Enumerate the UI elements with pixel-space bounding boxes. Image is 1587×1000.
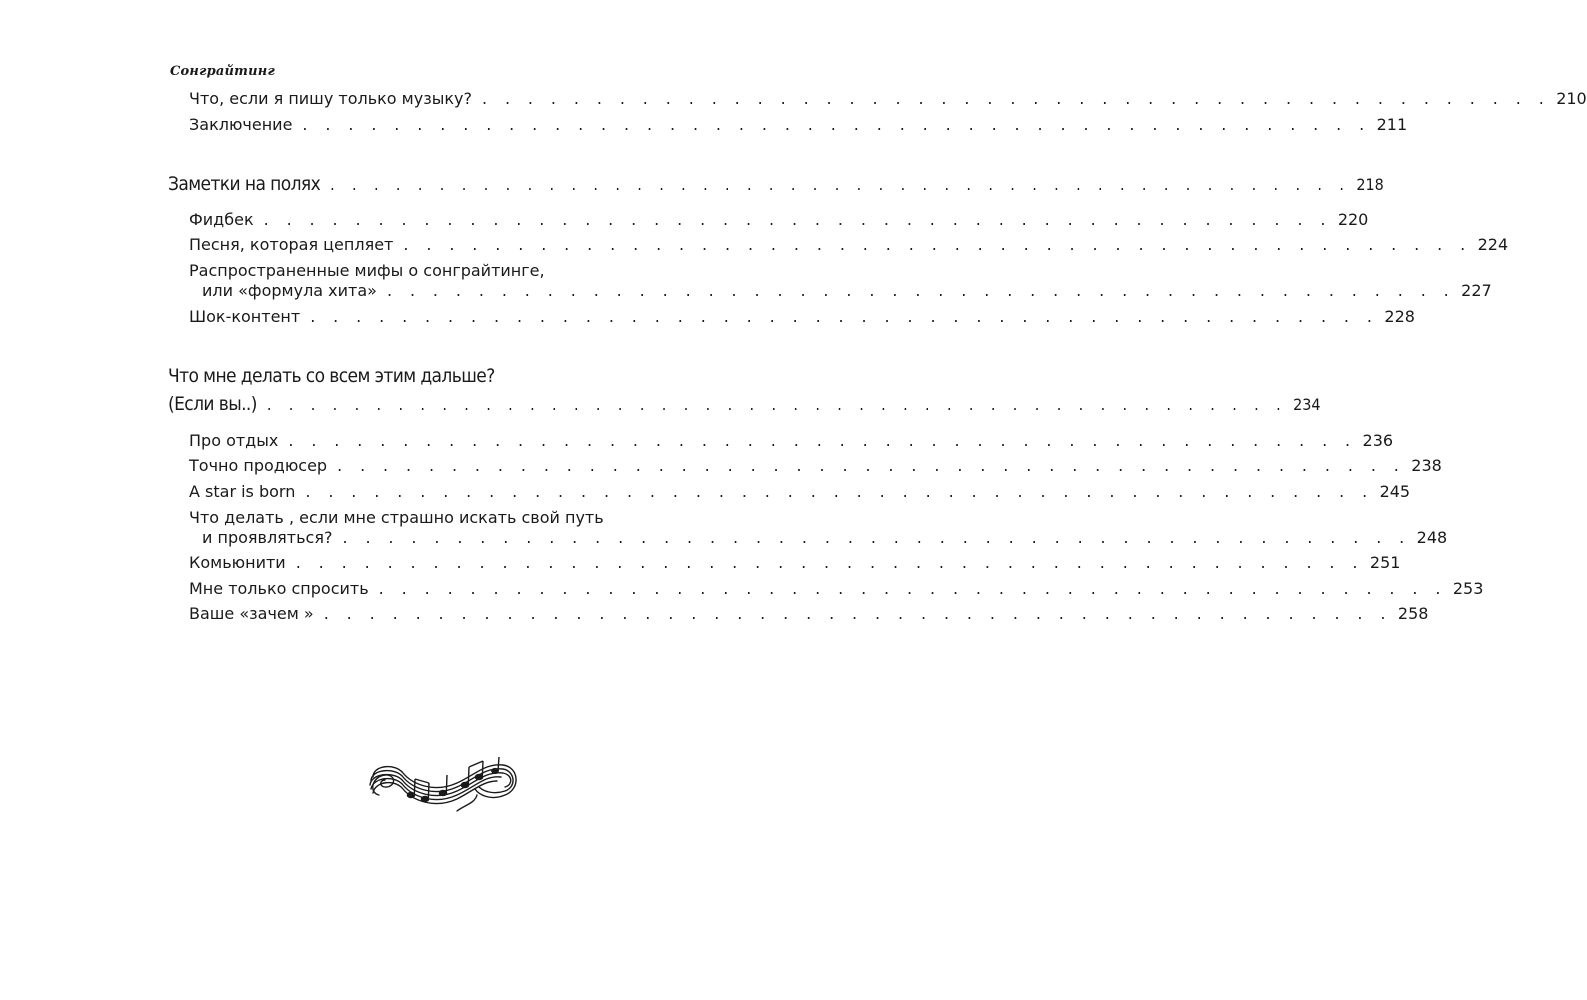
toc-entry bbox=[189, 482, 1411, 501]
toc-entry-title: Ваше «зачем » bbox=[189, 604, 314, 623]
toc-entry-title: Фидбек bbox=[189, 210, 254, 229]
toc-entry-title: и проявляться? bbox=[202, 528, 333, 547]
toc-entry-page: 251 bbox=[1369, 553, 1401, 572]
dot-leader: . . . . . . . . . . . . . . . . . . . . . . . . . . . . . . . . . . . . . . . . . . . . . . . bbox=[386, 281, 1456, 300]
toc-entry bbox=[189, 235, 1509, 254]
toc-entry bbox=[189, 89, 1587, 108]
toc-entry bbox=[189, 456, 1442, 475]
toc-entry-title: Про отдых bbox=[189, 431, 279, 450]
toc-entry-page: 211 bbox=[1376, 115, 1408, 134]
dot-leader: . . . . . . . . . . . . . . . . . . . . . . . . . . . . . . . . . . . . . . . . . . . . . . . bbox=[266, 395, 1288, 414]
toc-entry-title: Что, если я пишу только музыку? bbox=[189, 89, 472, 108]
toc-section-title: (Если вы..) bbox=[168, 393, 257, 415]
toc-entry-title-line1: Что делать , если мне страшно искать свой путь bbox=[189, 508, 604, 527]
dot-leader: . . . . . . . . . . . . . . . . . . . . . . . . . . . . . . . . . . . . . . . . . . . . . . . bbox=[378, 579, 1447, 598]
toc-entry bbox=[202, 528, 1448, 547]
dot-leader: . . . . . . . . . . . . . . . . . . . . . . . . . . . . . . . . . . . . . . . . . . . . . . . bbox=[305, 482, 1374, 501]
dot-leader: . . . . . . . . . . . . . . . . . . . . . . . . . . . . . . . . . . . . . . . . . . . . . . . bbox=[481, 89, 1551, 108]
toc-entry-title: Песня, которая цепляет bbox=[189, 235, 394, 254]
toc-entry-page: 224 bbox=[1477, 235, 1509, 254]
toc-entry-title: Мне только спросить bbox=[189, 579, 369, 598]
dot-leader: . . . . . . . . . . . . . . . . . . . . . . . . . . . . . . . . . . . . . . . . . . . . . . . bbox=[337, 456, 1406, 475]
dot-leader: . . . . . . . . . . . . . . . . . . . . . . . . . . . . . . . . . . . . . . . . . . . . . . . bbox=[323, 604, 1392, 623]
toc-entry-title: Заключение bbox=[189, 115, 293, 134]
toc-entry-page: 220 bbox=[1337, 210, 1369, 229]
toc-entry bbox=[189, 604, 1429, 623]
dot-leader: . . . . . . . . . . . . . . . . . . . . . . . . . . . . . . . . . . . . . . . . . . . . . . . bbox=[302, 115, 1371, 134]
toc-section-title: Заметки на полях bbox=[168, 173, 321, 195]
dot-leader: . . . . . . . . . . . . . . . . . . . . . . . . . . . . . . . . . . . . . . . . . . . . . . . bbox=[342, 528, 1411, 547]
dot-leader: . . . . . . . . . . . . . . . . . . . . . . . . . . . . . . . . . . . . . . . . . . . . . . . bbox=[288, 431, 1357, 450]
toc-entry-title: Точно продюсер bbox=[189, 456, 328, 475]
toc-entry-page: 227 bbox=[1461, 281, 1492, 300]
toc-entry bbox=[189, 115, 1408, 134]
toc-section-title-line1: Что мне делать со всем этим дальше? bbox=[168, 365, 495, 387]
toc-entry bbox=[189, 307, 1415, 326]
music-staff-ornament-icon bbox=[365, 755, 525, 815]
toc-entry-title: или «формула хита» bbox=[202, 281, 377, 300]
toc-entry-page: 258 bbox=[1397, 604, 1429, 623]
toc-entry bbox=[202, 281, 1492, 300]
dot-leader: . . . . . . . . . . . . . . . . . . . . . . . . . . . . . . . . . . . . . . . . . . . . . . . bbox=[403, 235, 1472, 254]
toc-entry-title: A star is born bbox=[189, 482, 296, 501]
dot-leader: . . . . . . . . . . . . . . . . . . . . . . . . . . . . . . . . . . . . . . . . . . . . . . . bbox=[310, 307, 1379, 326]
toc-entry bbox=[189, 431, 1394, 450]
toc-entry bbox=[189, 579, 1484, 598]
toc-entry-title-line1: Распространенные мифы о сонграйтинге, bbox=[189, 261, 545, 280]
toc-entry-page: 253 bbox=[1452, 579, 1484, 598]
toc-entry-page: 245 bbox=[1379, 482, 1411, 501]
toc-entry-page: 248 bbox=[1416, 528, 1448, 547]
dot-leader: . . . . . . . . . . . . . . . . . . . . . . . . . . . . . . . . . . . . . . . . . . . . . . . bbox=[263, 210, 1332, 229]
toc-section bbox=[168, 173, 1384, 195]
toc-entry bbox=[189, 210, 1369, 229]
toc-entry-title: Шок-контент bbox=[189, 307, 301, 326]
toc-section-page: 218 bbox=[1356, 175, 1384, 194]
toc-entry bbox=[189, 553, 1401, 572]
running-head: Сонграйтинг bbox=[170, 64, 275, 79]
toc-entry-page: 236 bbox=[1362, 431, 1394, 450]
toc-entry-page: 228 bbox=[1384, 307, 1415, 326]
toc-section bbox=[168, 393, 1321, 415]
toc-section-page: 234 bbox=[1293, 395, 1321, 414]
toc-entry-page: 210 bbox=[1556, 89, 1587, 108]
dot-leader: . . . . . . . . . . . . . . . . . . . . . . . . . . . . . . . . . . . . . . . . . . . . . . . bbox=[295, 553, 1364, 572]
toc-entry-title: Комьюнити bbox=[189, 553, 286, 572]
dot-leader: . . . . . . . . . . . . . . . . . . . . . . . . . . . . . . . . . . . . . . . . . . . . . . . bbox=[330, 175, 1351, 194]
toc-entry-page: 238 bbox=[1411, 456, 1442, 475]
